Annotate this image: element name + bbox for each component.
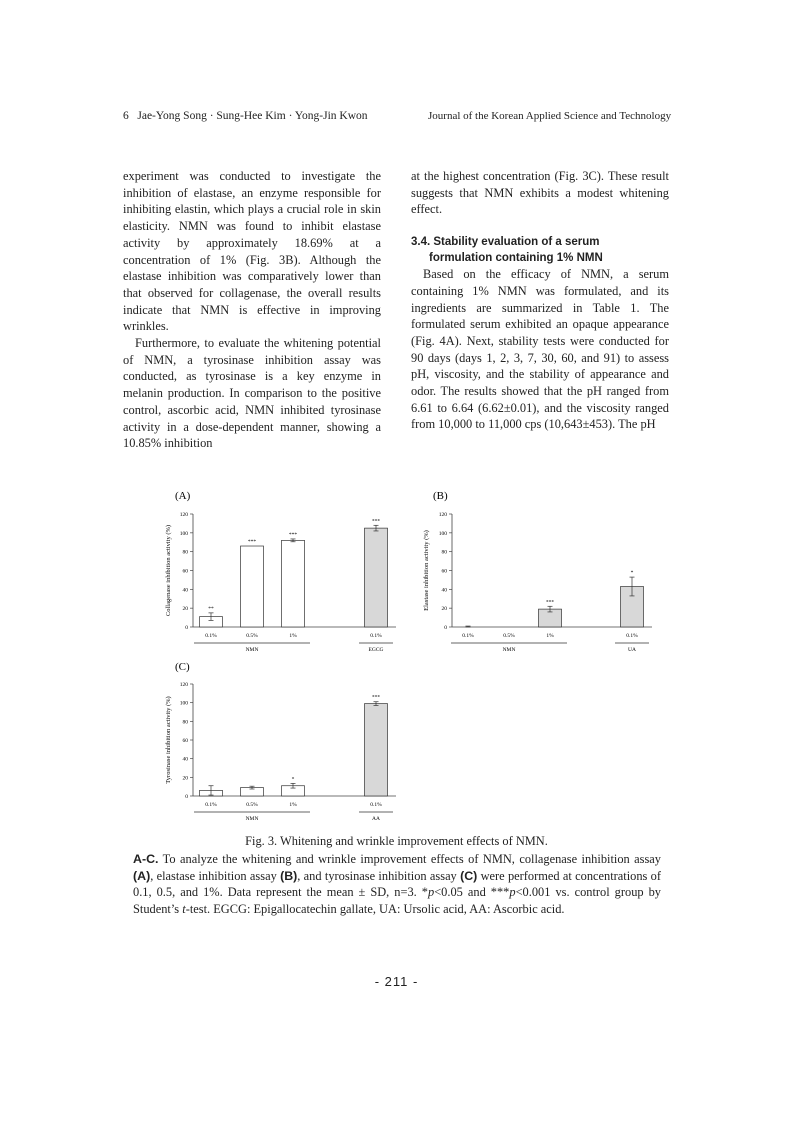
significance-marker: * xyxy=(291,776,295,783)
y-tick-label: 60 xyxy=(182,568,188,575)
y-tick-label: 0 xyxy=(444,625,447,631)
paragraph: at the highest concentration (Fig. 3C). These result suggests that NMN exhibits a modest whitening effect. xyxy=(411,169,669,217)
y-axis-label: Collagenase inhibition activity (%) xyxy=(165,524,172,617)
y-tick-label: 40 xyxy=(441,587,447,594)
y-tick-label: 20 xyxy=(182,606,188,613)
x-tick-label: 0.5% xyxy=(503,633,515,639)
running-header-authors: 6 Jae-Yong Song · Sung-Hee Kim · Yong-Jin Kwon xyxy=(123,110,368,122)
caption-ref-c: (C) xyxy=(460,868,478,883)
y-tick-label: 80 xyxy=(182,549,188,556)
chart-panel-c xyxy=(165,661,396,822)
y-tick-label: 100 xyxy=(179,700,188,707)
y-tick-label: 80 xyxy=(441,549,447,556)
paragraph: Furthermore, to evaluate the whitening potential of NMN, a tyrosinase inhibition assay was conducted, as tyrosinase is a key enzyme in melanin production. In comparison to the positive control, ascorbic acid, NMN inhibited tyrosinase activity in a dose-dependent manner, showing a 10.85% inhibition xyxy=(123,336,381,451)
x-tick-label: 1% xyxy=(289,633,297,639)
group-label: AA xyxy=(372,816,380,822)
group-label: NMN xyxy=(245,647,259,653)
y-axis-label: Tyrosinase inhibition activity (%) xyxy=(165,696,172,784)
group-label: NMN xyxy=(245,816,259,822)
caption-lead: A-C. xyxy=(133,852,159,866)
y-tick-label: 0 xyxy=(185,625,188,631)
x-tick-label: 0.1% xyxy=(462,633,474,639)
x-tick-label: 0.1% xyxy=(370,802,382,808)
running-header-journal: Journal of the Korean Applied Science and Technology xyxy=(428,110,672,122)
page-number: - 211 - xyxy=(374,974,419,989)
significance-marker: *** xyxy=(371,518,381,525)
group-label: NMN xyxy=(502,647,516,653)
x-tick-label: 0.1% xyxy=(370,633,382,639)
significance-marker: *** xyxy=(247,539,257,546)
y-tick-label: 120 xyxy=(179,512,188,518)
panel-label: (A) xyxy=(175,490,191,502)
panel-label: (C) xyxy=(175,661,190,673)
paragraph: experiment was conducted to investigate the inhibition of elastase, an enzyme responsible for inhibiting elastin, which plays a crucial role in skin elasticity. NMN was found to inhibit elastase activity by approximately 18.69% at a concentration of 1% (Fig. 3B). Although the elastase inhibition was comparatively lower than that observed for collagenase, the overall results indicate that NMN is effective in improving wrinkles. xyxy=(123,169,381,334)
group-label: EGCG xyxy=(368,647,384,653)
panel-label: (B) xyxy=(433,490,448,502)
caption-ref-b: (B) xyxy=(280,868,298,883)
bar xyxy=(365,704,388,796)
caption-text: To analyze the whitening and wrinkle improvement effects of NMN, collagenase inhibition assay xyxy=(158,852,661,866)
caption-text: <0.05 and *** xyxy=(434,885,510,899)
significance-marker: *** xyxy=(371,694,381,701)
figure-caption-title: Fig. 3. Whitening and wrinkle improvement effects of NMN. xyxy=(245,834,548,848)
y-tick-label: 100 xyxy=(179,530,188,537)
caption-italic-p: p xyxy=(427,885,435,899)
x-tick-label: 0.1% xyxy=(205,633,217,639)
y-tick-label: 20 xyxy=(441,606,447,613)
caption-text: , elastase inhibition assay xyxy=(150,868,281,883)
y-axis-label: Elastase inhibition activity (%) xyxy=(423,530,430,611)
section-heading-line2: formulation containing 1% NMN xyxy=(429,252,603,265)
x-tick-label: 1% xyxy=(546,633,554,639)
significance-marker: *** xyxy=(545,599,555,606)
y-tick-label: 0 xyxy=(185,794,188,800)
caption-italic-t: t xyxy=(182,901,186,916)
y-tick-label: 120 xyxy=(438,512,447,518)
group-label: UA xyxy=(628,647,636,653)
bar xyxy=(282,540,305,627)
y-tick-label: 40 xyxy=(182,587,188,594)
caption-italic-p: p xyxy=(509,885,516,899)
bar xyxy=(241,546,264,627)
significance-marker: *** xyxy=(288,531,298,538)
y-tick-label: 40 xyxy=(182,756,188,763)
x-tick-label: 0.5% xyxy=(246,633,258,639)
significance-marker: ** xyxy=(208,605,214,612)
bar xyxy=(365,528,388,627)
y-tick-label: 100 xyxy=(438,530,447,537)
x-tick-label: 0.1% xyxy=(205,802,217,808)
x-tick-label: 1% xyxy=(289,802,297,808)
section-heading-line1: 3.4. Stability evaluation of a serum xyxy=(411,236,600,249)
y-tick-label: 120 xyxy=(179,682,188,688)
caption-text: <0.001 vs. control group by Student’s xyxy=(133,885,661,916)
y-tick-label: 60 xyxy=(182,738,188,744)
caption-text: were performed at concentrations of 0.1, 0.5, and 1%. Data represent the mean ± SD, n=3. * xyxy=(133,868,661,899)
chart-panel-b xyxy=(423,490,652,653)
x-tick-label: 0.5% xyxy=(246,802,258,808)
caption-text: -test. EGCG: Epigallocatechin gallate, UA: Ursolic acid, AA: Ascorbic acid. xyxy=(185,901,565,916)
significance-marker: * xyxy=(630,570,634,577)
x-tick-label: 0.1% xyxy=(626,633,638,639)
y-tick-label: 60 xyxy=(441,568,447,575)
paragraph: Based on the efficacy of NMN, a serum containing 1% NMN was formulated, and its ingredients are summarized in Table 1. The formulated serum exhibited an opaque appearance (Fig. 4A). Next, stability tests were conducted for 90 days (days 1, 2, 3, 7, 30, 60, and 91) to assess pH, viscosity, and the stability of appearance and odor. The results showed that the pH ranged from 6.61 to 6.64 (6.62±0.01), and the viscosity ranged from 10,000 to 11,000 cps (10,643±453). The pH xyxy=(411,267,669,432)
chart-panel-a xyxy=(165,490,396,653)
figure-caption-body xyxy=(133,851,661,917)
caption-text: , and tyrosinase inhibition assay xyxy=(297,868,461,883)
y-tick-label: 80 xyxy=(182,719,188,726)
caption-ref-a: (A) xyxy=(133,868,151,883)
y-tick-label: 20 xyxy=(182,775,188,782)
